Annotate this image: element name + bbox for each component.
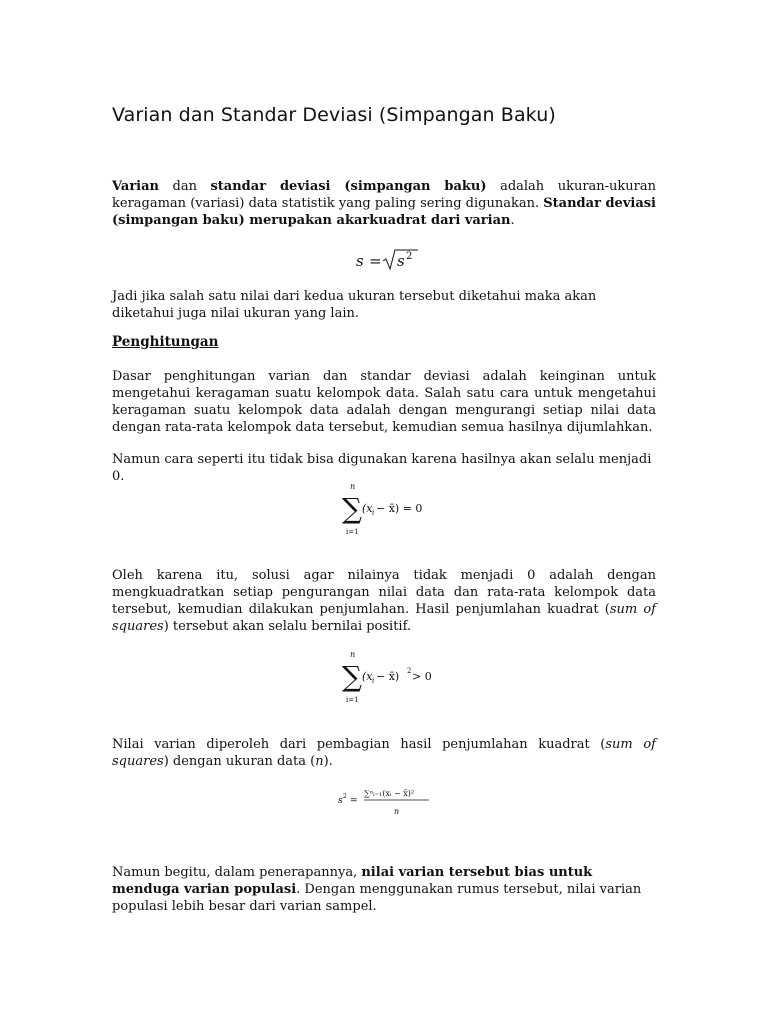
formula-sum-squares-positive: [338, 646, 438, 708]
formula3-mid: − x̄): [376, 670, 400, 683]
formula3-sigma: ∑: [342, 660, 362, 693]
formula1-lhs: s: [356, 252, 364, 270]
formula3-lower: i=1: [346, 696, 359, 704]
formula3-body: (x: [362, 670, 373, 683]
para6-sum-of-squares: sum of squares: [112, 737, 656, 769]
formula4-denominator: n: [394, 807, 400, 816]
para5-text-1: Oleh karena itu, solusi agar nilainya tidak menjadi 0 adalah dengan mengkuadratkan setiap pengurangan nilai data dan rata-rata kelompok data tersebut, kemudian dilakukan penjumlahan. Hasil penjumlahan kuadrat (: [112, 568, 656, 617]
formula3-tail: > 0: [412, 670, 432, 683]
para7-bold: nilai varian tersebut bias untuk menduga varian populasi: [112, 865, 593, 897]
para7-text-2: . Dengan menggunakan rumus tersebut, nilai varian populasi lebih besar dari varian sampel.: [112, 882, 642, 914]
formula4-lhs-exp: 2: [343, 793, 347, 800]
formula1-radicand: s: [397, 252, 405, 270]
formula3-exp: 2: [407, 667, 412, 675]
formula1-eq: =: [369, 252, 382, 270]
intro-period: .: [510, 213, 515, 228]
formula-sum-zero: [338, 478, 438, 540]
paragraph-2: Jadi jika salah satu nilai dari kedua ukuran tersebut diketahui maka akan diketahui juga nilai ukuran yang lain.: [112, 289, 597, 321]
paragraph-5: [112, 567, 656, 635]
paragraph-3: Dasar penghitungan varian dan standar deviasi adalah keinginan untuk mengetahui keragaman suatu kelompok data. Salah satu cara untuk mengetahui keragaman suatu kelompok data adalah dengan mengurangi setiap nilai data dengan rata-rata kelompok data tersebut, kemudian semua hasilnya dijumlahkan.: [112, 369, 656, 435]
formula4-numerator: ∑ⁿᵢ₌₁(xᵢ − x̄)²: [364, 789, 415, 798]
section-heading: Penghitungan: [112, 334, 219, 350]
intro-term-std: standar deviasi (simpangan baku): [210, 179, 487, 194]
formula2-upper: n: [350, 482, 356, 491]
para6-text-1: Nilai varian diperoleh dari pembagian hasil penjumlahan kuadrat (: [112, 737, 606, 752]
formula2-sub: i: [372, 509, 375, 517]
page-title: Varian dan Standar Deviasi (Simpangan Baku): [112, 104, 556, 126]
para5-text-2: ) tersebut akan selalu bernilai positif.: [163, 619, 412, 634]
formula2-body: (x: [362, 502, 373, 515]
para6-n: n: [315, 754, 324, 769]
intro-paragraph: [112, 178, 656, 229]
para6-text-3: ).: [323, 754, 333, 769]
formula4-lhs: s: [338, 796, 343, 806]
formula3-upper: n: [350, 650, 356, 659]
intro-term-varian: Varian: [112, 179, 159, 194]
intro-text-1: dan: [158, 179, 211, 194]
paragraph-4: Namun cara seperti itu tidak bisa digunakan karena hasilnya akan selalu menjadi 0.: [112, 452, 652, 484]
para5-sum-of-squares: sum of squares: [112, 602, 656, 634]
formula-sd-sqrt: [352, 246, 422, 274]
para6-text-2: ) dengan ukuran data (: [163, 754, 316, 769]
formula4-eq: =: [350, 796, 358, 806]
formula-variance: [336, 782, 436, 820]
intro-text-2: adalah ukuran-ukuran keragaman (variasi) data statistik yang paling sering digunakan.: [112, 179, 657, 211]
formula2-mid: − x̄) = 0: [376, 502, 423, 515]
para7-text-1: Namun begitu, dalam penerapannya,: [112, 865, 362, 880]
paragraph-6: [112, 736, 656, 770]
formula3-sub: i: [372, 677, 375, 685]
formula2-sigma: ∑: [342, 492, 362, 525]
formula2-lower: i=1: [346, 528, 359, 536]
intro-definition: Standar deviasi (simpangan baku) merupakan akarkuadrat dari varian: [112, 196, 656, 228]
paragraph-7: [112, 864, 656, 915]
formula1-exp: 2: [406, 251, 413, 262]
